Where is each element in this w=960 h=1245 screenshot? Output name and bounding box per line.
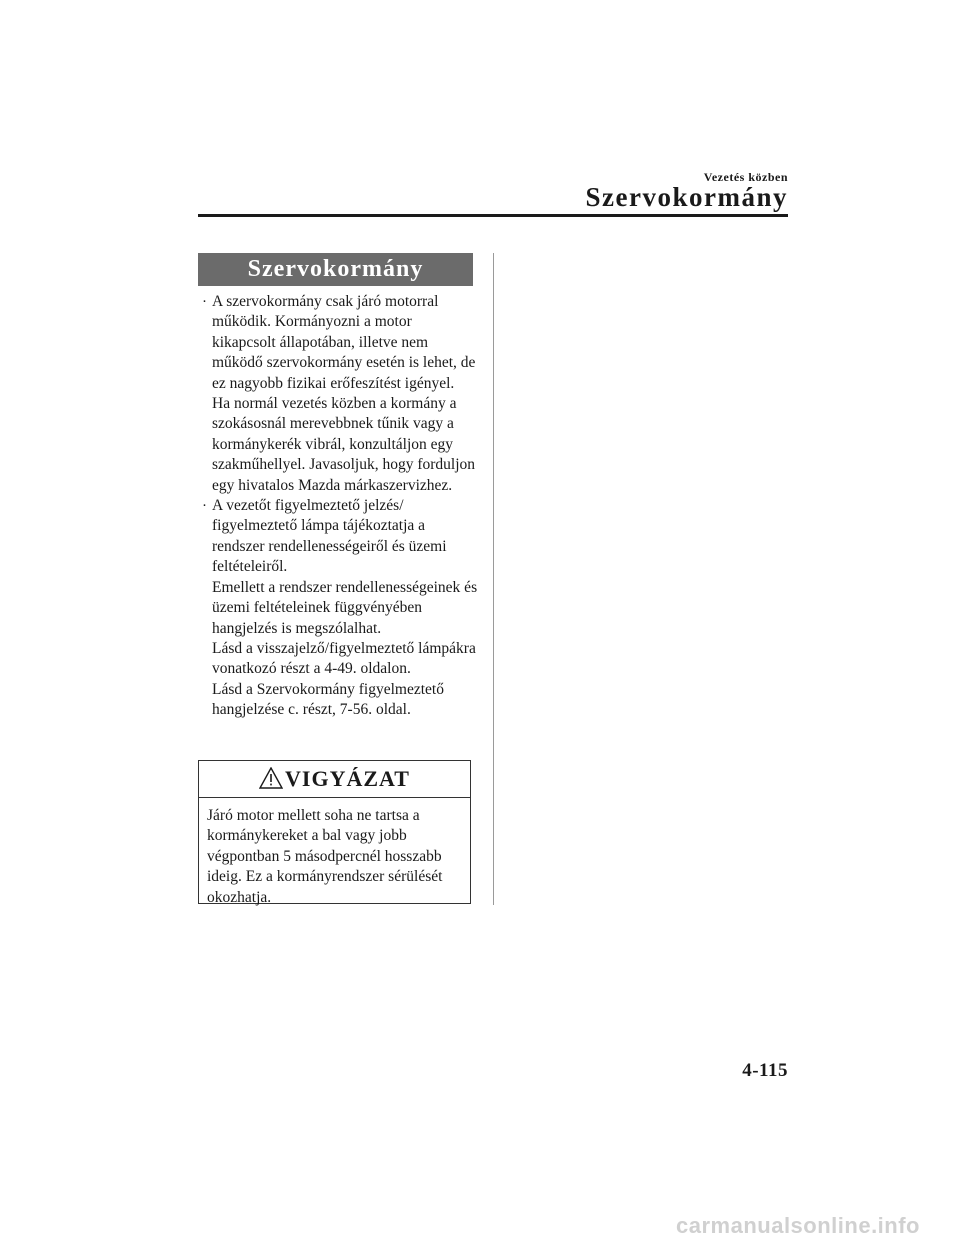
warning-triangle-icon — [259, 767, 283, 789]
bullet-dot-icon: · — [202, 294, 207, 310]
paragraph: Lásd a Szervokormány figyelmeztető hangjelzése c. részt, 7-56. oldal. — [212, 680, 444, 719]
header-chapter: Vezetés közben — [703, 170, 788, 184]
paragraph: Lásd a visszajelző/figyelmeztető lámpákra vonatkozó részt a 4-49. oldalon. — [212, 639, 476, 678]
paragraph: A vezetőt figyelmeztető jelzés/ figyelmeztető lámpa tájékoztatja a rendszer rendellenességeiről és üzemi feltételeiről. — [212, 497, 447, 576]
list-item — [198, 292, 478, 496]
page-title: Szervokormány — [585, 182, 788, 212]
caution-title: VIGYÁZAT — [285, 766, 410, 791]
bullet-list — [198, 292, 478, 721]
bullet-dot-icon: · — [202, 498, 207, 515]
header-divider — [198, 214, 788, 217]
paragraph: Emellett a rendszer rendellenességeinek és üzemi feltételeinek függvényében hangjelzés is megszólalhat. — [212, 578, 478, 637]
caution-box — [198, 760, 471, 904]
paragraph: Ha normál vezetés közben a kormány a szokásosnál merevebbnek tűnik vagy a kormánykerék vibrál, konzultáljon egy szakműhellyel. Javasoljuk, hogy forduljon egy hivatalos Mazda márkaszervizhez. — [212, 395, 476, 494]
page-number: 4-115 — [742, 1060, 788, 1081]
caution-text: Járó motor mellett soha ne tartsa a kormánykereket a bal vagy jobb végpontban 5 másodpercnél hosszabb ideig. Ez a kormányrendszer sérülését okozhatja. — [207, 807, 443, 906]
column-divider — [493, 253, 494, 905]
caution-header — [199, 761, 470, 798]
paragraph: A szervokormány csak járó motorral működik. Kormányozni a motor kikapcsolt állapotában, illetve nem működő szervokormány esetén is lehet, de ez nagyobb fizikai erőfeszítést igényel. — [212, 293, 476, 392]
list-item — [198, 496, 478, 720]
watermark: carmanualsonline.info — [676, 1213, 920, 1238]
section-heading: Szervokormány — [198, 253, 473, 286]
